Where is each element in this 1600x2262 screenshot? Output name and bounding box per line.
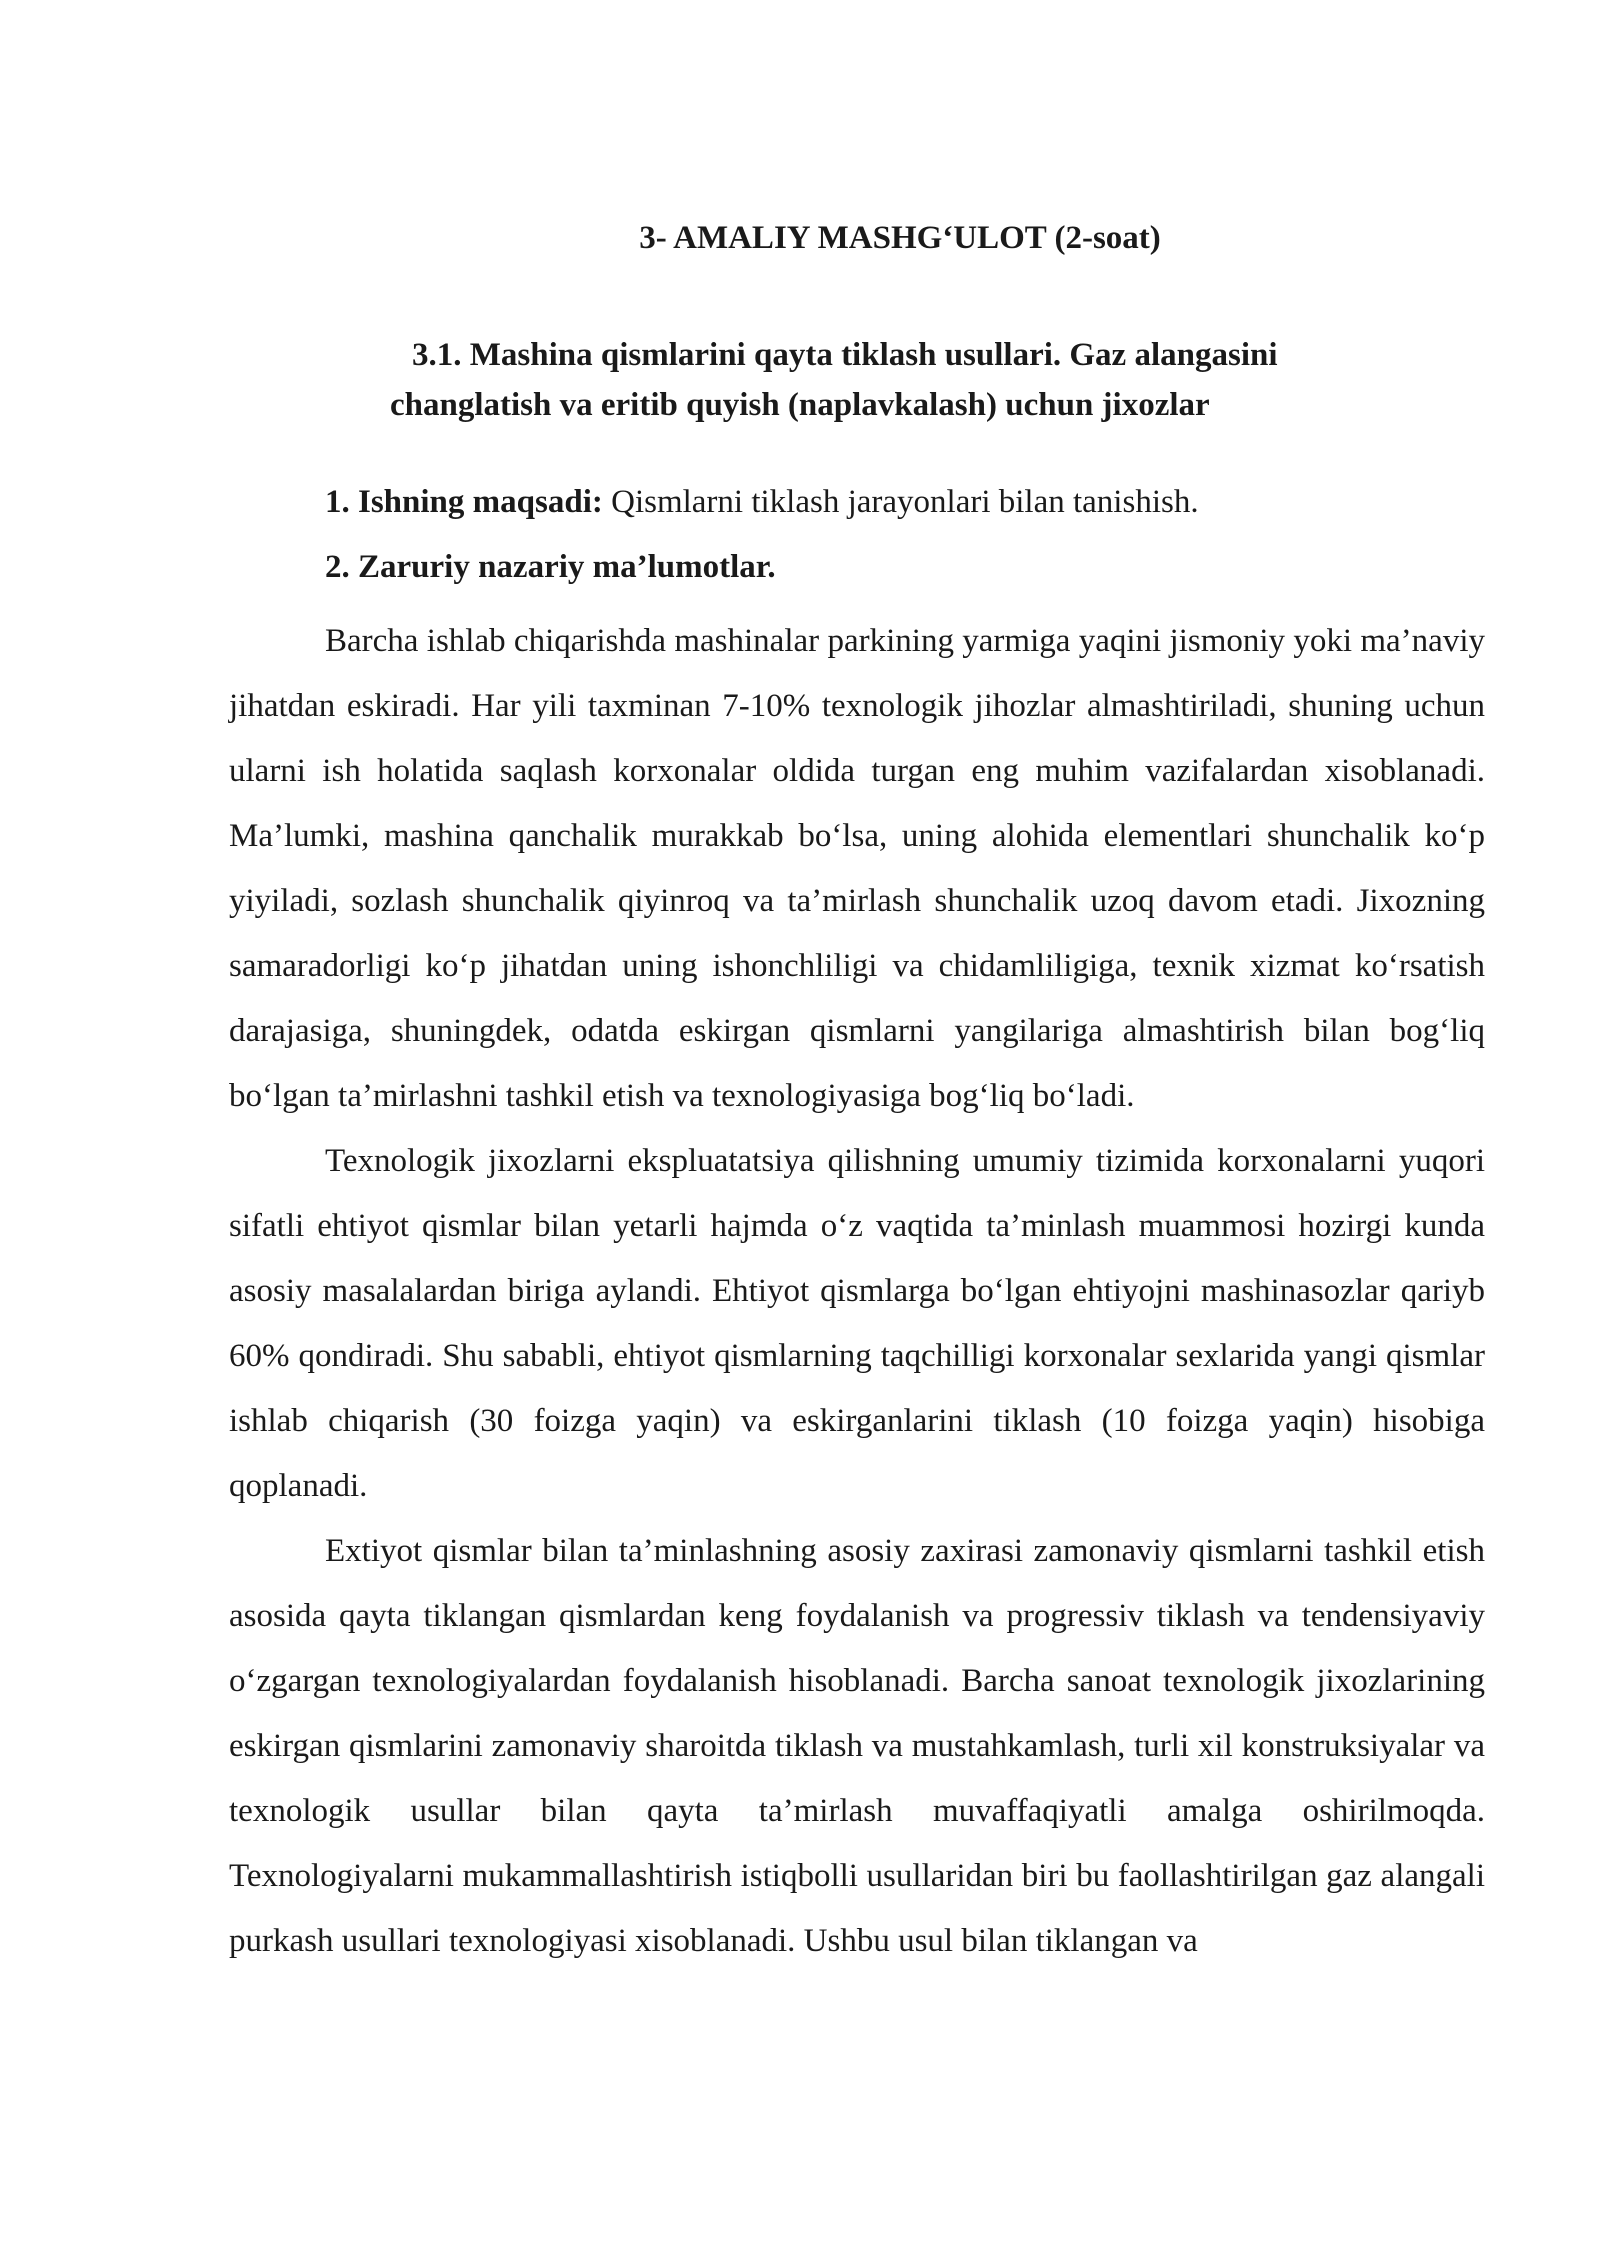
section-heading [390,330,1390,430]
body-text [229,609,1485,1974]
section-heading-line-1: 3.1. Mashina qismlarini qayta tiklash usullari. Gaz alangasini [412,337,1278,373]
paragraph-1: Barcha ishlab chiqarishda mashinalar parkining yarmiga yaqini jismoniy yoki ma’naviy jihatdan eskiradi. Har yili taxminan 7-10% texnologik jihozlar almashtiriladi, shuning uchun ularni ish holatida saqlash korxonalar oldida turgan eng muhim vazifalardan xisoblanadi. Ma’lumki, mashina qanchalik murakkab bo‘lsa, uning alohida elementlari shunchalik ko‘p yiyiladi, sozlash shunchalik qiyinroq va ta’mirlash shunchalik uzoq davom etadi. Jixozning samaradorligi ko‘p jihatdan uning ishonchliligi va chidamliligiga, texnik xizmat ko‘rsatish darajasiga, shuningdek, odatda eskirgan qismlarni yangilariga almashtirish bilan bog‘liq bo‘lgan ta’mirlashni tashkil etish va texnologiyasiga bog‘liq bo‘ladi. [229,623,1485,1114]
theory-label: 2. Zaruriy nazariy ma’lumotlar. [325,549,776,585]
paragraph-2: Texnologik jixozlarni ekspluatatsiya qilishning umumiy tizimida korxonalarni yuqori sifatli ehtiyot qismlar bilan yetarli hajmda o‘z vaqtida ta’minlash muammosi hozirgi kunda asosiy masalalardan biriga aylandi. Ehtiyot qismlarga bo‘lgan ehtiyojni mashinasozlar qariyb 60% qondiradi. Shu sababli, ehtiyot qismlarning taqchilligi korxonalar sexlarida yangi qismlar ishlab chiqarish (30 foizga yaqin) va eskirganlarini tiklash (10 foizga yaqin) hisobiga qoplanadi. [229,1143,1485,1504]
page-title: 3- AMALIY MASHG‘ULOT (2-soat) [639,220,1161,256]
objective-text: Qismlarni tiklash jarayonlari bilan tanishish. [602,484,1199,520]
objective-item [325,480,1199,524]
paragraph-3: Extiyot qismlar bilan ta’minlashning asosiy zaxirasi zamonaviy qismlarni tashkil etish asosida qayta tiklangan qismlardan keng foydalanish va progressiv tiklash va tendensiyaviy o‘zgargan texnologiyalardan foydalanish hisoblanadi. Barcha sanoat texnologik jixozlarining eskirgan qismlarini zamonaviy sharoitda tiklash va mustahkamlash, turli xil konstruksiyalar va texnologik usullar bilan qayta ta’mirlash muvaffaqiyatli amalga oshirilmoqda. Texnologiyalarni mukammallashtirish istiqbolli usullaridan biri bu faollashtirilgan gaz alangali purkash usullari texnologiyasi xisoblanadi. Ushbu usul bilan tiklangan va [229,1533,1485,1959]
objective-label: 1. Ishning maqsadi: [325,484,603,520]
theory-item [325,545,776,589]
section-heading-line-2: changlatish va eritib quyish (naplavkalash) uchun jixozlar [390,387,1210,423]
